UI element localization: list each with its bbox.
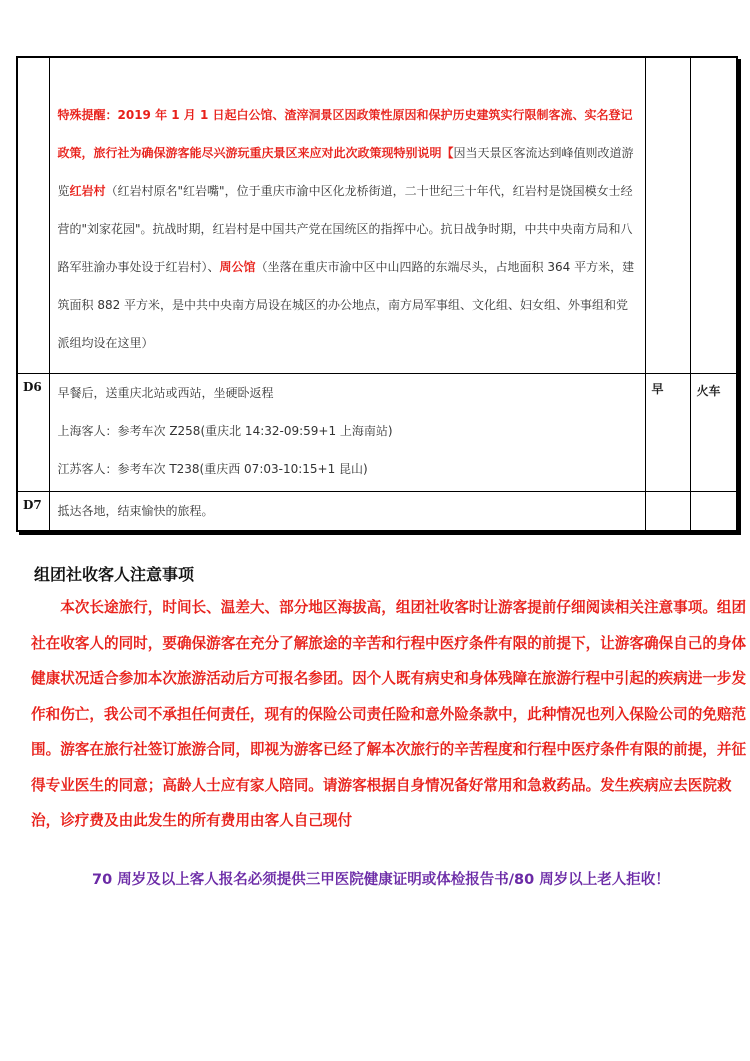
itinerary-row-d7 (17, 491, 737, 531)
place-zhougongguan: 周公馆 (219, 260, 256, 274)
special-notice (50, 58, 645, 362)
d6-line-3: 江苏客人：参考车次 T238(重庆西 07:03-10:15+1 昆山) (57, 461, 368, 476)
notes-title: 组团社收客人注意事项 (34, 565, 195, 584)
special-notice-highlight: 特殊提醒：2019 年 1 月 1 日起白公馆、渣滓洞景区因政策性原因和保护历史建筑实行限制客流、实名登记政策，旅行社为确保游客能尽兴游玩重庆景区来应对此次政策现特别说明【 (57, 108, 633, 160)
itinerary-content-cell (49, 373, 645, 491)
detour-text: 因当天景区客流达到峰值则改道游览 (57, 146, 634, 198)
meal-cell (645, 491, 690, 531)
hongyancun-description: （红岩村原名"红岩嘴"，位于重庆市渝中区化龙桥街道，二十世纪三十年代，红岩村是饶国模女士经营的"刘家花园"。抗战时期，红岩村是中国共产党在国统区的指挥中心。抗日战争时期，中共中央南方局和八路军驻渝办事处设于红岩村）、 (57, 184, 633, 274)
transport-cell (690, 491, 737, 531)
itinerary-content-cell (49, 57, 645, 373)
age-restriction-notice: 70 周岁及以上客人报名必须提供三甲医院健康证明或体检报告书/80 周岁以上老人拒收！ (92, 872, 670, 888)
itinerary-table (16, 56, 738, 532)
itinerary-content-cell (49, 491, 645, 531)
meal-cell: 早 (645, 373, 690, 491)
day-cell: D6 (17, 373, 49, 491)
zhougongguan-description: （坐落在重庆市渝中区中山四路的东端尽头，占地面积 364 平方米，建筑面积 882 平方米，是中共中央南方局设在城区的办公地点，南方局军事组、文化组、妇女组、外事组和党派组均设在这里） (57, 260, 635, 350)
meal-cell (645, 57, 690, 373)
notes-body: 本次长途旅行，时间长、温差大、部分地区海拔高，组团社收客时让游客提前仔细阅读相关注意事项。组团社在收客人的同时，要确保游客在充分了解旅途的辛苦和行程中医疗条件有限的前提下，让游客确保自己的身体健康状况适合参加本次旅游活动后方可报名参团。因个人既有病史和身体残障在旅游行程中引起的疾病进一步发作和伤亡，我公司不承担任何责任，现有的保险公司责任险和意外险条款中，此种情况也列入保险公司的免赔范围。游客在旅行社签订旅游合同，即视为游客已经了解本次旅行的辛苦程度和行程中医疗条件有限的前提，并征得专业医生的同意；高龄人士应有家人陪同。请游客根据自身情况备好常用和急救药品。发生疾病应去医院救治，诊疗费及由此发生的所有费用由客人自己现付 (31, 599, 747, 829)
day-cell: D7 (17, 491, 49, 531)
d7-line-1: 抵达各地，结束愉快的旅程。 (57, 503, 214, 518)
place-hongyancun: 红岩村 (69, 184, 106, 198)
itinerary-row-d5-continued (17, 57, 737, 373)
transport-cell: 火车 (690, 373, 737, 491)
transport-cell (690, 57, 737, 373)
d6-line-2: 上海客人：参考车次 Z258(重庆北 14:32-09:59+1 上海南站) (57, 423, 393, 438)
d6-line-1: 早餐后，送重庆北站或西站，坐硬卧返程 (57, 385, 274, 400)
itinerary-row-d6 (17, 373, 737, 491)
day-cell (17, 57, 49, 373)
